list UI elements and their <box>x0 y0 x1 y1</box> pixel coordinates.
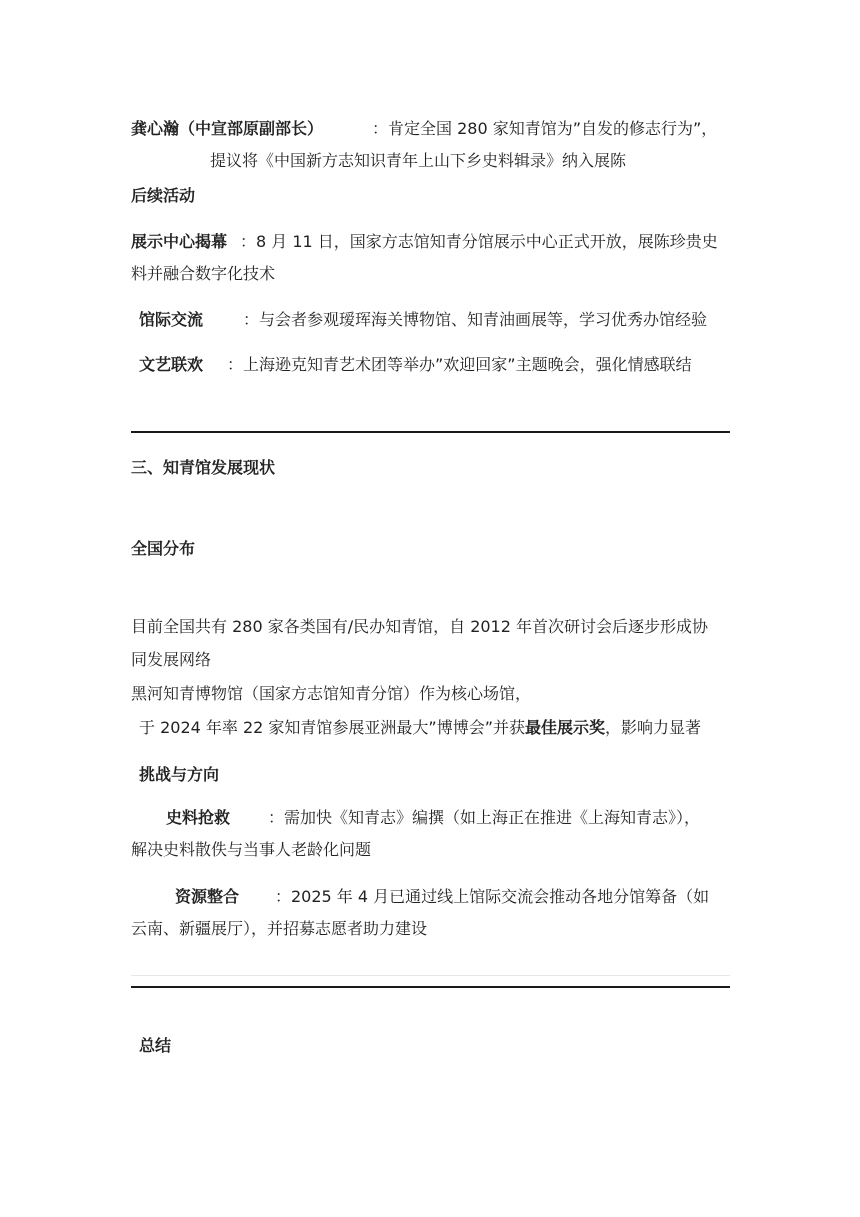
integration-label: 资源整合 <box>175 887 240 906</box>
distribution-p2-line1: 黑河知青博物馆（国家方志馆知青分馆）作为核心场馆， <box>131 684 532 703</box>
integration-text-line1: ：2025 年 4 月已通过线上馆际交流会推动各地分馆筹备（如 <box>275 887 710 906</box>
distribution-heading: 全国分布 <box>131 539 196 558</box>
rescue-text-line2: 解决史料散佚与当事人老龄化问题 <box>131 840 372 859</box>
followup-heading: 后续活动 <box>131 186 196 205</box>
distribution-p1-line2: 同发展网络 <box>131 650 212 669</box>
exchange-label: 馆际交流 <box>139 310 204 329</box>
challenges-heading: 挑战与方向 <box>139 765 220 784</box>
award-sentence-end: ，影响力显著 <box>605 718 702 737</box>
award-sentence-start: 于 2024 年率 22 家知青馆参展亚洲最大”博博会”并获 <box>139 718 526 737</box>
section-divider <box>131 431 730 433</box>
speaker-statement-line1: ：肯定全国 280 家知青馆为”自发的修志行为”， <box>372 119 718 138</box>
summary-heading: 总结 <box>139 1036 172 1055</box>
rescue-text-line1: ：需加快《知青志》编撰（如上海正在推进《上海知青志》）， <box>268 808 701 827</box>
rescue-label: 史料抢救 <box>166 808 231 827</box>
exhibit-text-line1: ：8 月 11 日，国家方志馆知青分馆展示中心正式开放，展陈珍贵史 <box>240 232 718 251</box>
speaker-name: 龚心瀚（中宣部原副部长） <box>131 119 324 138</box>
section-divider <box>131 986 730 988</box>
section3-heading: 三、知青馆发展现状 <box>131 458 276 477</box>
integration-text-line2: 云南、新疆展厅），并招募志愿者助力建设 <box>131 919 428 938</box>
distribution-p1-line1: 目前全国共有 280 家各类国有/民办知青馆，自 2012 年首次研讨会后逐步形成协 <box>131 617 708 636</box>
award-name: 最佳展示奖 <box>525 718 606 737</box>
exchange-text: ：与会者参观瑷珲海关博物馆、知青油画展等，学习优秀办馆经验 <box>243 310 708 329</box>
thin-divider <box>131 975 730 976</box>
distribution-p2-line2 <box>139 718 701 738</box>
speaker-statement-line2: 提议将《中国新方志知识青年上山下乡史料辑录》纳入展陈 <box>210 151 627 170</box>
arts-label: 文艺联欢 <box>139 355 204 374</box>
arts-text: ：上海逊克知青艺术团等举办”欢迎回家”主题晚会，强化情感联结 <box>227 355 692 374</box>
exhibit-text-line2: 料并融合数字化技术 <box>131 264 276 283</box>
exhibit-label: 展示中心揭幕 <box>131 232 228 251</box>
